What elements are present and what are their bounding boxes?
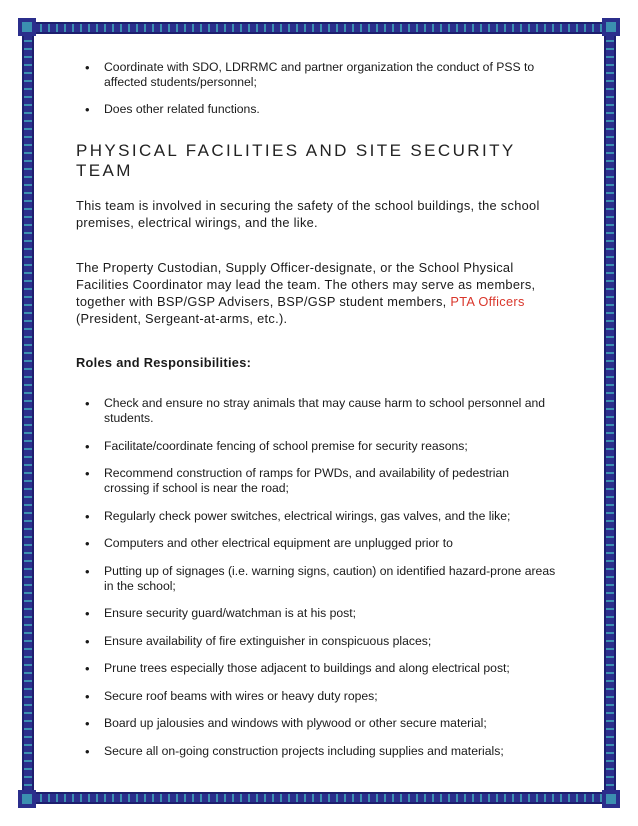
- roles-list: [76, 396, 556, 759]
- list-item: • Board up jalousies and windows with plywood or other secure material;: [76, 716, 556, 731]
- page-border-left: [22, 18, 34, 808]
- list-item: • Does other related functions.: [76, 102, 556, 117]
- pta-officers-highlight: PTA Officers: [450, 294, 525, 309]
- page-border-top: [18, 22, 620, 34]
- list-item: • Secure roof beams with wires or heavy duty ropes;: [76, 689, 556, 704]
- list-item: • Putting up of signages (i.e. warning signs, caution) on identified hazard-prone areas in the school;: [76, 564, 556, 594]
- roles-heading: Roles and Responsibilities:: [76, 355, 252, 370]
- list-item: • Secure all on-going construction projects including supplies and materials;: [76, 744, 556, 759]
- corner-ornament-bottom-left-icon: [16, 788, 38, 810]
- list-item: • Check and ensure no stray animals that may cause harm to school personnel and students.: [76, 396, 556, 426]
- list-item: • Facilitate/coordinate fencing of school premise for security reasons;: [76, 439, 556, 454]
- composition-text-end: (President, Sergeant-at-arms, etc.).: [76, 311, 288, 326]
- page-border-right: [604, 18, 616, 808]
- document-body: [76, 60, 556, 771]
- list-item: • Ensure availability of fire extinguisher in conspicuous places;: [76, 634, 556, 649]
- team-description: This team is involved in securing the safety of the school buildings, the school premises, electrical wirings, and the like.: [76, 198, 540, 230]
- list-item: • Coordinate with SDO, LDRRMC and partner organization the conduct of PSS to affected students/personnel;: [76, 60, 556, 90]
- section-title: PHYSICAL FACILITIES AND SITE SECURITY TEAM: [76, 141, 516, 180]
- corner-ornament-top-right-icon: [600, 16, 622, 38]
- composition-text: The Property Custodian, Supply Officer-designate, or the School Physical Facilities Coordinator may lead the team. The others may serve as members, together with BSP/GSP Advisers, BSP/GSP student members,: [76, 260, 536, 309]
- list-item: • Computers and other electrical equipment are unplugged prior to: [76, 536, 556, 551]
- page-border-bottom: [18, 792, 620, 804]
- top-bullet-list: [76, 60, 556, 117]
- corner-ornament-top-left-icon: [16, 16, 38, 38]
- list-item: • Ensure security guard/watchman is at his post;: [76, 606, 556, 621]
- list-item: • Recommend construction of ramps for PWDs, and availability of pedestrian crossing if school is near the road;: [76, 466, 556, 496]
- list-item: • Prune trees especially those adjacent to buildings and along electrical post;: [76, 661, 556, 676]
- list-item: • Regularly check power switches, electrical wirings, gas valves, and the like;: [76, 509, 556, 524]
- team-composition: [76, 259, 556, 327]
- corner-ornament-bottom-right-icon: [600, 788, 622, 810]
